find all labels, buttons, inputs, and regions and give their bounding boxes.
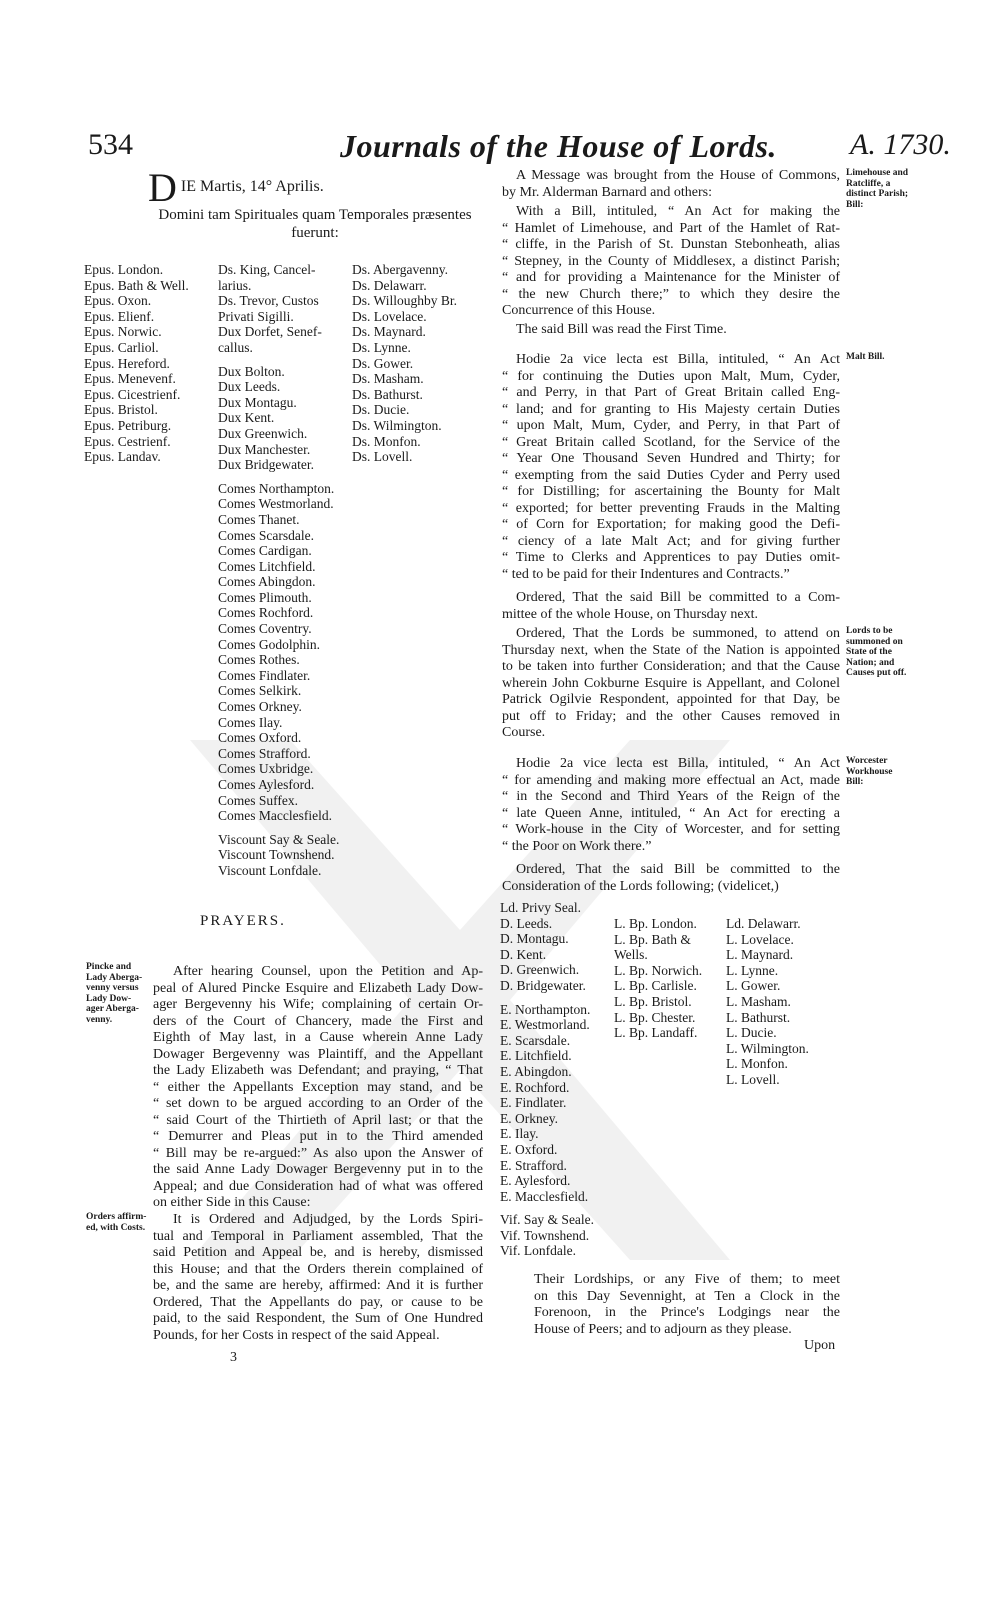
list-item: Vif. Townshend.	[500, 1227, 590, 1243]
margin-note-lords-summoned	[846, 626, 906, 679]
committee-order-paragraph	[502, 862, 840, 895]
list-item: Ds. Lovelace.	[352, 308, 427, 324]
text-line: tual and Temporal in Parliament assembled, That the	[153, 1228, 483, 1244]
text-line: by Mr. Alderman Barnard and others:	[502, 184, 712, 200]
list-item	[218, 356, 339, 364]
text-line: “ for amending and making more effectual an Act, made	[502, 772, 840, 788]
text-line: ager Bergevenny his Wife; complaining of certain Or-	[153, 997, 483, 1012]
prayers-heading: PRAYERS.	[200, 913, 286, 929]
margin-note-malt	[846, 352, 885, 363]
list-item: Comes Suffex.	[218, 792, 298, 808]
first-reading-paragraph	[502, 322, 840, 339]
text-line: “ for Distilling; for ascertaining the Bounty for Malt	[502, 484, 840, 499]
text-line: “ set down to be argued according to an Order of the	[153, 1096, 483, 1111]
list-item: Ds. Lovell.	[352, 449, 413, 465]
list-item: Workhouse	[846, 766, 893, 777]
list-item: Privati Sigilli.	[218, 308, 294, 324]
list-item: Epus. Carliol.	[84, 339, 159, 355]
message-paragraph	[502, 168, 840, 201]
committee-list-col2	[614, 916, 702, 1041]
meeting-paragraph	[534, 1272, 840, 1338]
list-item: Bill:	[846, 199, 864, 210]
text-line: “ either the Appellants Exception may stand, and be	[153, 1079, 483, 1095]
list-item: Comes Coventry.	[218, 621, 312, 637]
list-item: Comes Plimouth.	[218, 589, 312, 605]
list-item: Epus. Norwic.	[84, 324, 162, 340]
list-item: L. Wilmington.	[726, 1040, 809, 1056]
list-item: Epus. Cicestrienf.	[84, 386, 181, 402]
list-item: Dux Manchester.	[218, 441, 311, 457]
list-item: Viscount Say & Seale.	[218, 831, 340, 847]
list-item: Epus. Elienf.	[84, 308, 155, 324]
list-item: Epus. Hereford.	[84, 355, 170, 371]
text-line: “ late Queen Anne, intituled, “ An Act for erecting a	[502, 805, 840, 821]
list-item	[218, 824, 339, 832]
summons-paragraph	[502, 626, 840, 742]
text-line: “ Year One Thousand Seven Hundred and Thirty; for	[502, 451, 840, 466]
list-item: Ds. Willoughby Br.	[352, 293, 457, 309]
list-item	[218, 473, 339, 481]
list-item: ed, with Costs.	[86, 1222, 146, 1233]
list-item: Epus. Cestrienf.	[84, 433, 171, 449]
committee-list-col1	[500, 900, 594, 1259]
lords-list-peers	[218, 262, 339, 879]
presence-line: Domini tam Spirituales quam Temporales præsentes	[158, 207, 472, 223]
text-line: “ Demurrer and Pleas put in to the Third amended	[153, 1129, 483, 1144]
list-item: E. Strafford.	[500, 1157, 567, 1173]
list-item: Lady Dow-	[86, 993, 132, 1004]
text-line: It is Ordered and Adjudged, by the Lords Spiri-	[173, 1212, 483, 1227]
text-line: Thursday next, when the State of the Nation is appointed	[502, 642, 840, 658]
text-line: Consideration of the Lords following; (videlicet,)	[502, 878, 779, 894]
list-item: Ds. Ducie.	[352, 402, 410, 418]
list-item: callus.	[218, 339, 253, 355]
limehouse-bill-paragraph	[502, 204, 840, 320]
list-item: E. Macclesfield.	[500, 1188, 589, 1204]
text-line: “ said Court of the Thirtieth of April last; or that the	[153, 1112, 483, 1128]
list-item: L. Bp. Landaff.	[614, 1025, 698, 1041]
list-item: Comes Oxford.	[218, 730, 302, 746]
list-item: E. Scarsdale.	[500, 1032, 571, 1048]
list-item: Pincke and	[86, 962, 132, 972]
list-item: Limehouse and	[846, 168, 909, 178]
list-item: E. Oxford.	[500, 1141, 558, 1157]
date-text: IE Martis, 14° Aprilis.	[180, 178, 324, 195]
text-line: Hodie 2a vice lecta est Billa, intituled, “ An Act	[516, 756, 840, 771]
list-item: L. Masham.	[726, 993, 791, 1009]
list-item: Comes Scarsdale.	[218, 527, 314, 543]
page-year: A. 1730.	[850, 128, 951, 161]
list-item: Lady Aberga-	[86, 972, 143, 983]
text-line: Course.	[502, 725, 546, 740]
text-line: Ordered, That the said Bill be committed to a Com-	[516, 590, 840, 605]
text-line: on this Day Sevennight, at Ten a Clock in the	[534, 1288, 840, 1304]
list-item: Comes Rochford.	[218, 605, 314, 621]
list-item: Dux Bridgewater.	[218, 457, 314, 473]
list-item: Comes Aylesford.	[218, 777, 315, 792]
list-item: L. Gower.	[726, 978, 781, 994]
text-line: Pounds, for her Costs in respect of the said Appeal.	[153, 1327, 440, 1343]
list-item: Wells.	[614, 947, 648, 963]
margin-note-pincke	[86, 962, 142, 1025]
list-item: E. Aylesford.	[500, 1173, 571, 1189]
list-item: Malt Bill.	[846, 352, 885, 362]
list-item: Ld. Privy Seal.	[500, 900, 581, 915]
list-item: Comes Thanet.	[218, 511, 300, 527]
list-item: Viscount Townshend.	[218, 847, 335, 863]
list-item: Nation; and	[846, 657, 895, 668]
list-item: Viscount Lonfdale.	[218, 862, 322, 878]
appeal-paragraph	[153, 964, 483, 1212]
text-line: House of Peers; and to adjourn as they please.	[534, 1321, 792, 1337]
text-line: “ Time to Clerks and Apprentices to pay Duties omit-	[502, 550, 840, 565]
list-item: E. Orkney.	[500, 1110, 558, 1126]
list-item: Epus. Petriburg.	[84, 417, 172, 433]
list-item: Comes Litchfield.	[218, 558, 316, 574]
list-item: Ds. Bathurst.	[352, 386, 423, 402]
list-item: D. Montagu.	[500, 931, 569, 947]
list-item: L. Bp. Chester.	[614, 1009, 696, 1025]
list-item: L. Bp. Bath &	[614, 931, 691, 947]
list-item: Epus. Bristol.	[84, 402, 158, 418]
malt-bill-paragraph	[502, 352, 840, 583]
list-item: Lords to be	[846, 626, 893, 636]
list-item: Comes Orkney.	[218, 699, 302, 715]
text-line: Dowager Bergevenny was Plaintiff, and the Appellant	[153, 1046, 483, 1062]
drop-cap: D	[148, 165, 177, 210]
list-item: E. Litchfield.	[500, 1048, 572, 1064]
text-line: “ upon Malt, Mum, Cyder, and Perry, in that Part of	[502, 418, 840, 433]
lords-list-barons	[352, 262, 457, 465]
list-item: Comes Northampton.	[218, 480, 335, 496]
text-line: “ the new Church there;” to which they desire the	[502, 286, 840, 302]
list-item: D. Greenwich.	[500, 962, 580, 978]
list-item: Dux Montagu.	[218, 394, 297, 410]
list-item: E. Westmorland.	[500, 1017, 590, 1033]
committee-list-col3	[726, 916, 809, 1088]
text-line: Ordered, That the Appellants do pay, or cause to be	[153, 1294, 483, 1310]
list-item: D. Bridgewater.	[500, 977, 586, 993]
margin-note-worcester	[846, 756, 892, 788]
list-item: E. Abingdon.	[500, 1063, 572, 1079]
margin-note-limehouse	[846, 168, 908, 210]
list-item: D. Kent.	[500, 946, 547, 962]
list-item: Causes put off.	[846, 668, 907, 678]
text-line: “ of Corn for Exportation; for making good the Defi-	[502, 517, 840, 532]
text-line: to be taken into further Consideration; and that the Cause	[502, 659, 840, 674]
text-line: Hodie 2a vice lecta est Billa, intituled, “ An Act	[516, 352, 840, 367]
list-item: Ds. Masham.	[352, 371, 424, 387]
presence-line: fuerunt:	[291, 225, 339, 241]
list-item: Ratcliffe, a	[846, 178, 891, 189]
list-item: venny.	[86, 1014, 113, 1025]
list-item: Comes Rothes.	[218, 652, 300, 668]
text-line: With a Bill, intituled, “ An Act for making the	[516, 204, 840, 219]
list-item: Comes Godolphin.	[218, 636, 321, 652]
list-item: Bill:	[846, 777, 864, 787]
text-line: “ Hamlet of Limehouse, and Part of the Hamlet of Rat-	[502, 220, 840, 236]
list-item: venny versus	[86, 983, 139, 993]
text-line: A Message was brought from the House of Commons,	[516, 168, 840, 183]
lords-list-bishops	[84, 262, 189, 465]
list-item: Comes Selkirk.	[218, 683, 302, 699]
list-item: Orders affirm-	[86, 1212, 147, 1222]
page-number: 534	[88, 128, 133, 161]
text-line: Ordered, That the said Bill be committed to the	[516, 862, 840, 877]
text-line: “ Bill may be re-argued:” As also upon the Answer of	[153, 1145, 483, 1161]
text-line: “ exempting from the said Duties Cyder and Perry used	[502, 467, 840, 483]
list-item: Ds. Abergavenny.	[352, 262, 448, 277]
list-item: L. Monfon.	[726, 1056, 788, 1072]
text-line: “ the Poor on Work there.”	[502, 838, 652, 854]
list-item: L. Lovelace.	[726, 931, 794, 947]
list-item: Comes Findlater.	[218, 667, 311, 683]
text-line: the Lady Elizabeth was Defendant; and praying, “ That	[153, 1063, 483, 1078]
list-item: Ds. Gower.	[352, 355, 414, 371]
presence-heading	[145, 206, 485, 242]
date-line	[148, 165, 324, 210]
list-item: L. Bp. London.	[614, 916, 697, 931]
list-item: Dux Leeds.	[218, 379, 281, 395]
text-line: put off to Friday; and the other Causes removed in	[502, 708, 840, 724]
list-item: L. Lovell.	[726, 1071, 780, 1087]
list-item: larius.	[218, 277, 252, 293]
text-line: “ and Perry, in that Part of Great Britain called Eng-	[502, 385, 840, 400]
list-item: Comes Cardigan.	[218, 543, 312, 559]
text-line: the said Anne Lady Dowager Bergevenny put in to the	[153, 1162, 483, 1177]
list-item: Comes Uxbridge.	[218, 761, 314, 777]
text-line: Ordered, That the Lords be summoned, to attend on	[516, 626, 840, 641]
order-paragraph	[153, 1212, 483, 1344]
text-line: “ Work-house in the City of Worcester, and for setting	[502, 822, 840, 837]
text-line: “ cliffe, in the Parish of St. Dunstan Stebonheath, alias	[502, 237, 840, 252]
list-item: E. Rochford.	[500, 1079, 570, 1095]
list-item: Epus. Landav.	[84, 449, 161, 465]
text-line: Forenoon, in the Prince's Lodgings near the	[534, 1305, 840, 1320]
committed-paragraph	[502, 590, 840, 623]
list-item: L. Bp. Bristol.	[614, 993, 692, 1009]
list-item: L. Lynne.	[726, 962, 779, 978]
text-line: After hearing Counsel, upon the Petition and Ap-	[173, 964, 483, 979]
list-item: Worcester	[846, 756, 888, 766]
list-item: Dux Kent.	[218, 410, 275, 426]
text-line: Concurrence of this House.	[502, 303, 656, 318]
list-item: Dux Bolton.	[218, 363, 285, 379]
list-item: Vif. Lonfdale.	[500, 1243, 577, 1259]
list-item: Ds. Wilmington.	[352, 417, 442, 433]
margin-note-orders	[86, 1212, 146, 1233]
list-item: Ds. Maynard.	[352, 324, 426, 340]
signature-mark: 3	[230, 1350, 237, 1365]
list-item: Ld. Delawarr.	[726, 916, 801, 931]
text-line: “ and for providing a Maintenance for the Minister of	[502, 270, 840, 285]
list-item: Ds. Trevor, Custos	[218, 293, 319, 309]
list-item: Vif. Say & Seale.	[500, 1212, 595, 1228]
text-line: “ Great Britain called Scotland, for the Service of the	[502, 434, 840, 450]
list-item: summoned on	[846, 636, 903, 647]
list-item: Comes Macclesfield.	[218, 808, 332, 824]
text-line: this House; and that the Orders therein complained of	[153, 1261, 483, 1277]
list-item: Ds. King, Cancel-	[218, 262, 316, 277]
text-line: “ for continuing the Duties upon Malt, Mum, Cyder,	[502, 368, 840, 384]
text-line: “ ciency of a late Malt Act; and for giving further	[502, 533, 840, 549]
text-line: Their Lordships, or any Five of them; to meet	[534, 1272, 840, 1287]
list-item: Dux Greenwich.	[218, 425, 308, 441]
list-item: Epus. Oxon.	[84, 293, 152, 309]
text-line: Eighth of May last, in a Cause wherein Anne Lady	[153, 1030, 483, 1045]
text-line: ders of the Court of Chancery, made the First and	[153, 1013, 483, 1029]
text-line: be, and the same are hereby, affirmed: And it is further	[153, 1278, 483, 1293]
list-item: ager Aberga-	[86, 1004, 139, 1014]
list-item: Comes Abingdon.	[218, 574, 316, 590]
list-item: Epus. Bath & Well.	[84, 277, 189, 293]
list-item: Ds. Delawarr.	[352, 277, 427, 293]
worcester-bill-paragraph	[502, 756, 840, 855]
text-line: “ in the Second and Third Years of the Reign of the	[502, 789, 840, 804]
list-item: distinct Parish;	[846, 189, 909, 199]
list-item	[500, 994, 594, 1002]
list-item: D. Leeds.	[500, 915, 553, 931]
text-line: The said Bill was read the First Time.	[516, 322, 727, 337]
text-line: Patrick Ogilvie Respondent, appointed for that Day, be	[502, 692, 840, 707]
catchword: Upon	[804, 1338, 836, 1353]
text-line: peal of Alured Pincke Esquire and Elizabeth Lady Dow-	[153, 980, 483, 996]
text-line: on either Side in this Cause:	[153, 1195, 311, 1210]
text-line: “ exported; for better preventing Frauds in the Malting	[502, 500, 840, 516]
text-line: wherein John Cokburne Esquire is Appellant, and Colonel	[502, 675, 840, 691]
list-item: State of the	[846, 647, 892, 657]
list-item: E. Findlater.	[500, 1095, 567, 1111]
text-line: “ land; and for granting to His Majesty certain Duties	[502, 401, 840, 417]
list-item: Comes Ilay.	[218, 714, 283, 730]
list-item: E. Ilay.	[500, 1126, 539, 1142]
list-item: L. Ducie.	[726, 1025, 777, 1041]
list-item: Ds. Monfon.	[352, 433, 421, 449]
text-line: mittee of the whole House, on Thursday next.	[502, 606, 758, 622]
list-item: Dux Dorfet, Senef-	[218, 324, 322, 340]
text-line: paid, to the said Respondent, the Sum of One Hundred	[153, 1311, 483, 1326]
text-line: “ Stepney, in the County of Middlesex, a distinct Parish;	[502, 253, 840, 269]
list-item: E. Northampton.	[500, 1001, 591, 1017]
list-item: L. Bp. Norwich.	[614, 962, 703, 978]
list-item: L. Maynard.	[726, 947, 794, 963]
list-item	[500, 1204, 594, 1212]
list-item: Comes Strafford.	[218, 745, 311, 761]
list-item: Epus. Menevenf.	[84, 371, 176, 387]
list-item: L. Bp. Carlisle.	[614, 978, 697, 994]
list-item: Epus. London.	[84, 262, 164, 277]
text-line: said Petition and Appeal be, and is hereby, dismissed	[153, 1245, 483, 1260]
text-line: “ ted to be paid for their Indentures and Contracts.”	[502, 566, 790, 582]
text-line: Appeal; and due Consideration had of what was offered	[153, 1178, 483, 1194]
page-title: Journals of the House of Lords.	[340, 128, 777, 164]
list-item: Comes Westmorland.	[218, 496, 334, 512]
list-item: Ds. Lynne.	[352, 339, 411, 355]
list-item: L. Bathurst.	[726, 1009, 791, 1025]
